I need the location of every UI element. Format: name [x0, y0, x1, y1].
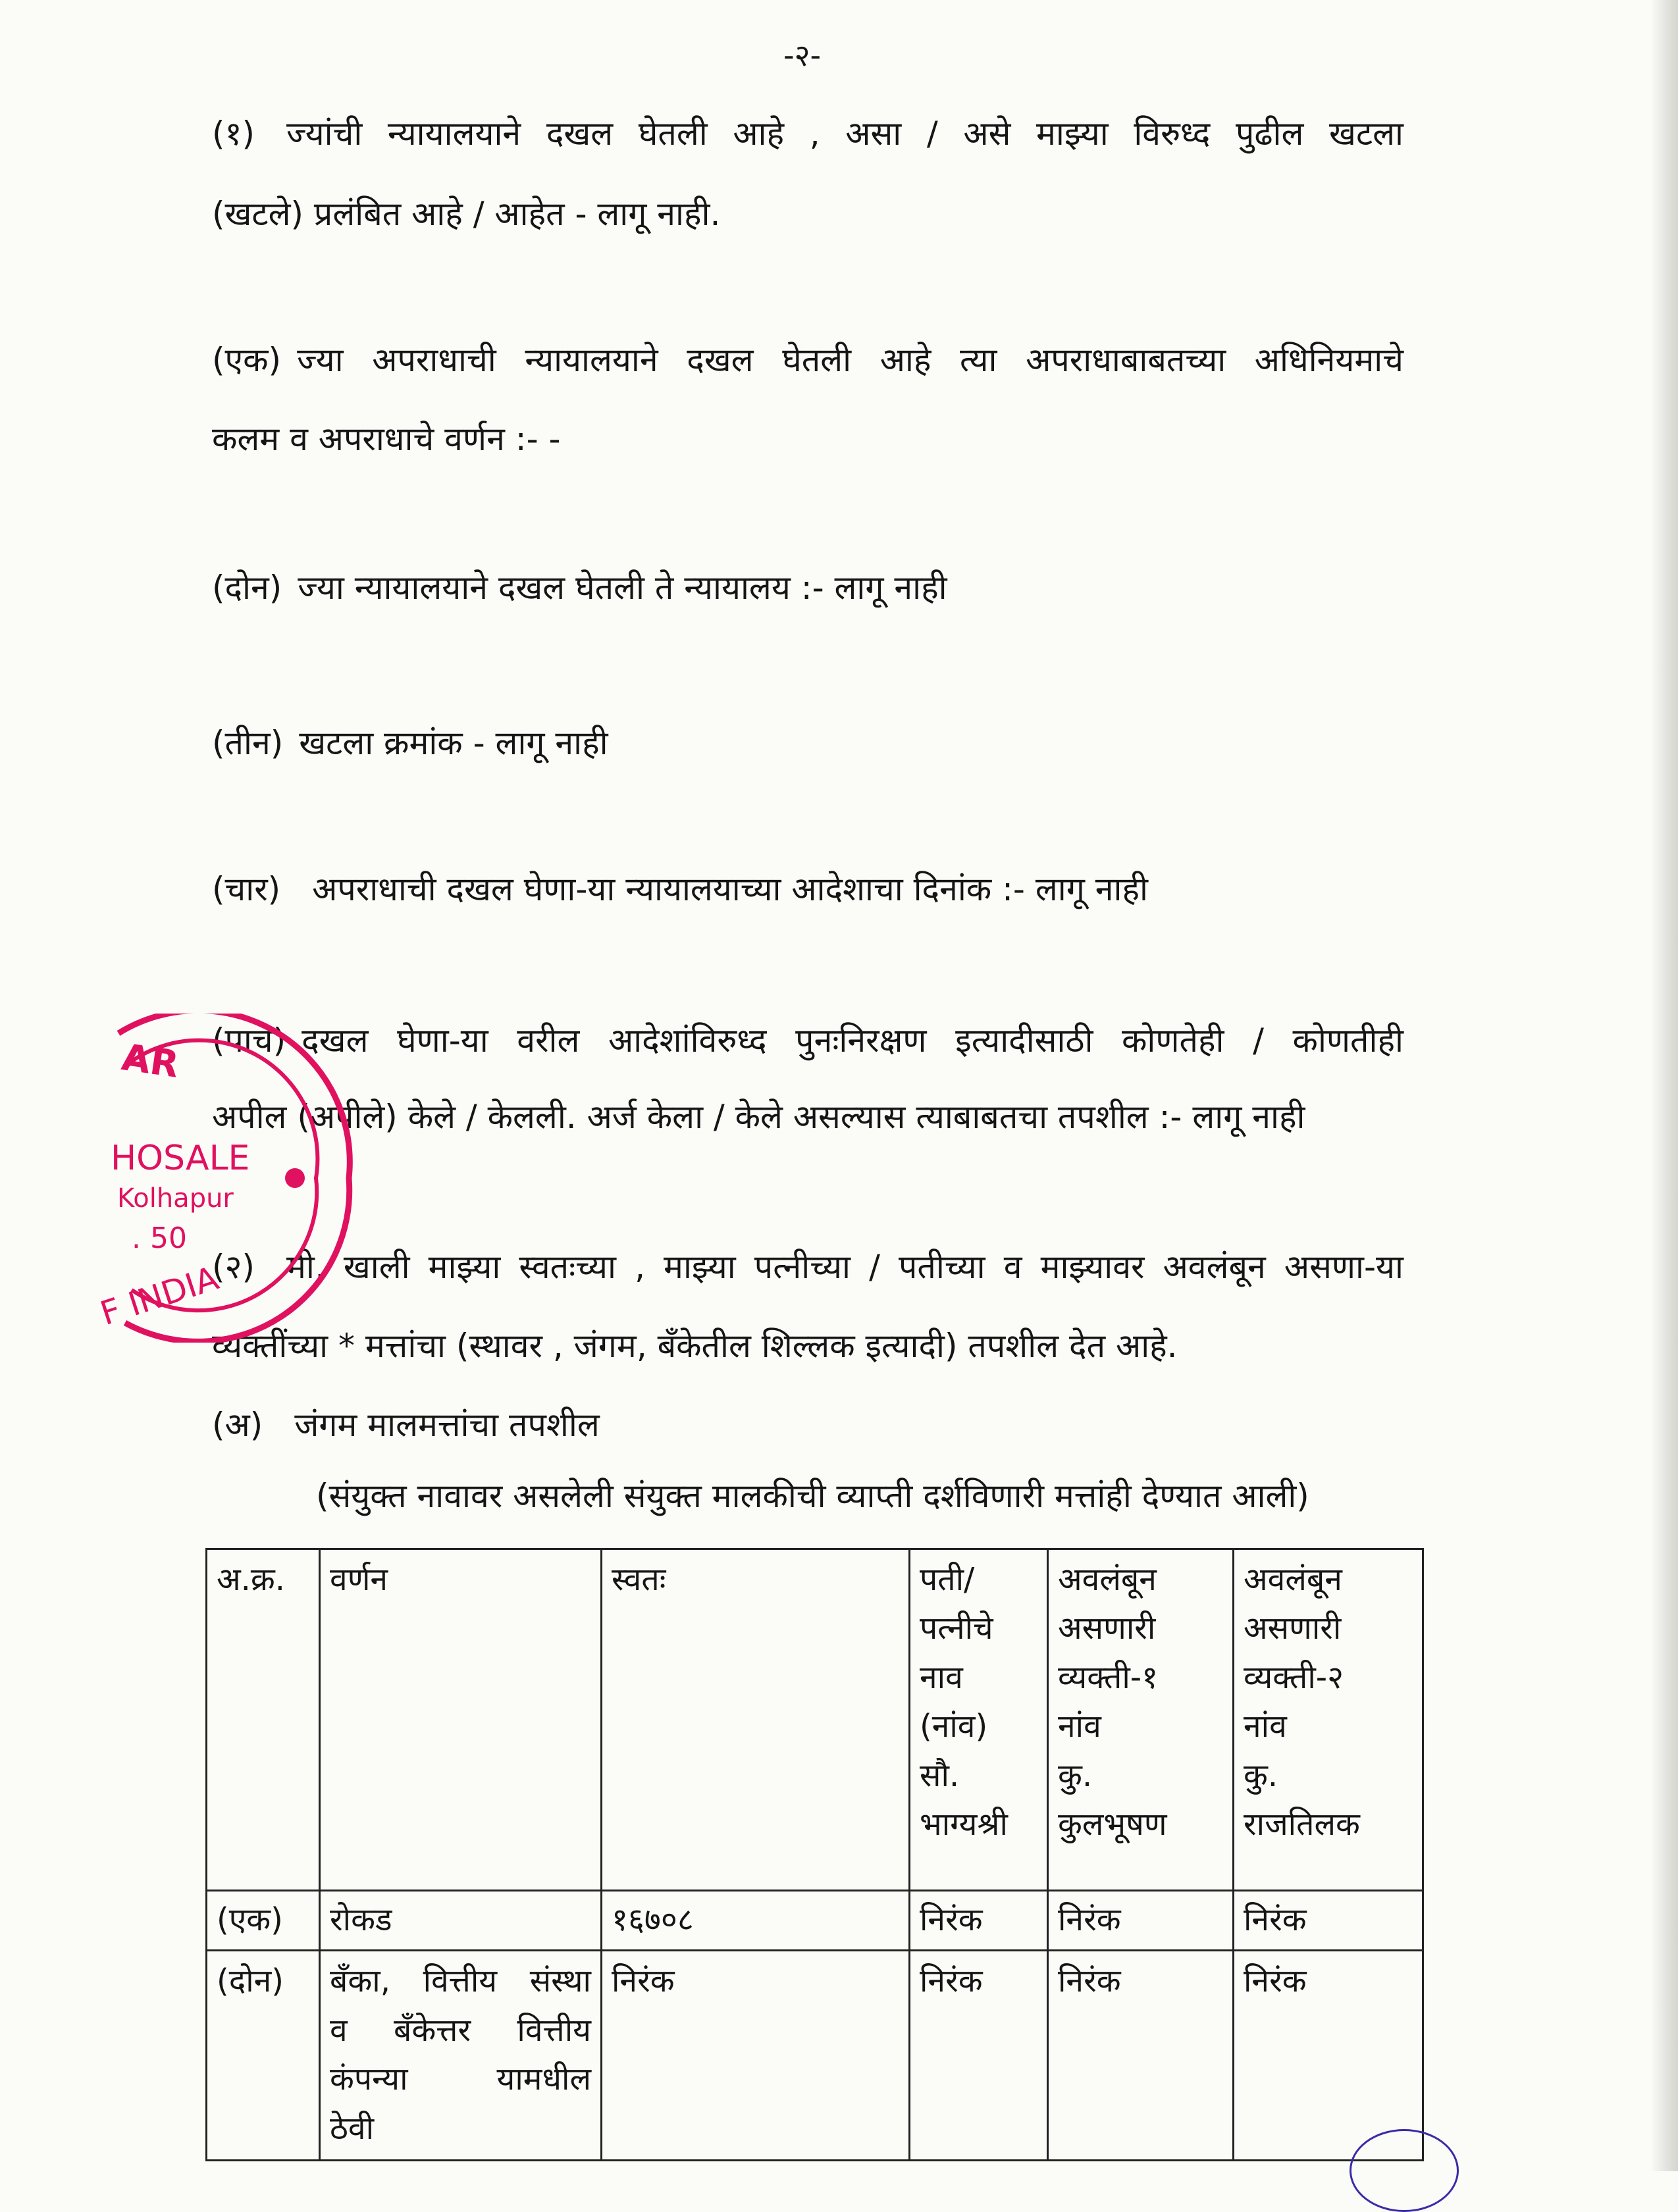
- item-1-text-1: ज्या अपराधाची न्यायालयाने दखल घेतली आहे त्या अपराधाबाबतच्या अधिनियमाचे: [297, 341, 1403, 379]
- cell-description-line: ठेवी: [330, 2109, 375, 2147]
- sub-a-heading: [212, 1406, 600, 1444]
- header-dep1-line: कु.: [1058, 1757, 1093, 1794]
- item-2-text: ज्या न्यायालयाने दखल घेतली ते न्यायालय :- लागू नाही: [298, 569, 947, 607]
- item-1-label: (एक): [212, 341, 282, 379]
- cell-self: निरंक: [602, 1951, 910, 2161]
- item-4-label: (चार): [212, 870, 281, 908]
- header-self: स्वतः: [602, 1549, 910, 1891]
- stamp-text: Kolhapur: [117, 1183, 234, 1214]
- item-4-text: अपराधाची दखल घेणा-या न्यायालयाच्या आदेशाचा दिनांक :- लागू नाही: [312, 870, 1148, 908]
- cell-description: [320, 1951, 602, 2161]
- table-row: [207, 1951, 1423, 2161]
- stamp-text: . 50: [132, 1222, 187, 1255]
- cell-sr-no: (एक): [207, 1891, 320, 1951]
- section-2-text-1: मी, खाली माझ्या स्वतःच्या , माझ्या पत्नीच्या / पतीच्या व माझ्यावर अवलंबून असणा-या: [286, 1248, 1403, 1286]
- cell-description: रोकड: [320, 1891, 602, 1951]
- cell-spouse: निरंक: [910, 1951, 1048, 2161]
- item-5-text-2: अपील (अपीले) केले / केलली. अर्ज केला / केले असल्यास त्याबाबतचा तपशील :- लागू नाही: [212, 1098, 1305, 1136]
- cell-description-line: कंपन्या यामधील: [330, 2061, 591, 2098]
- section-1-label: (१): [212, 115, 255, 153]
- sub-a-label: (अ): [212, 1406, 263, 1444]
- stamp-text: F INDIA: [95, 1258, 223, 1333]
- header-spouse-line: नाव: [920, 1659, 963, 1696]
- header-dep2-line: कु.: [1244, 1757, 1278, 1794]
- header-description: वर्णन: [320, 1549, 602, 1891]
- header-spouse-line: पती/: [920, 1561, 975, 1598]
- cell-dependent-2: निरंक: [1234, 1891, 1423, 1951]
- section-2-line-1: [212, 1248, 1403, 1286]
- section-1-text-1: ज्यांची न्यायालयाने दखल घेतली आहे , असा / असे माझ्या विरुध्द पुढील खटला: [286, 115, 1403, 153]
- item-3-label: (तीन): [212, 724, 284, 762]
- cell-description-line: व बँकेत्तर वित्तीय: [330, 2011, 591, 2049]
- cell-sr-no: (दोन): [207, 1951, 320, 2161]
- header-dep2-line: अवलंबून: [1244, 1561, 1342, 1598]
- stamp-text: AR: [118, 1036, 182, 1087]
- section-2-label: (२): [212, 1248, 255, 1286]
- rubber-stamp: [95, 1014, 362, 1343]
- ink-circle-mark: [1350, 2129, 1459, 2212]
- table-row: [207, 1891, 1423, 1951]
- header-dep2-line: व्यक्ती-२: [1244, 1659, 1344, 1696]
- header-dep1-line: व्यक्ती-१: [1058, 1659, 1159, 1696]
- header-spouse: [910, 1549, 1048, 1891]
- sub-a-title: जंगम मालमत्तांचा तपशील: [294, 1406, 600, 1444]
- header-dep1-line: नांव: [1058, 1708, 1101, 1745]
- item-5-text-1: दखल घेणा-या वरील आदेशांविरुध्द पुनःनिरक्षण इत्यादीसाठी कोणतेही / कोणतीही: [302, 1021, 1403, 1060]
- section-1-line-1: [212, 115, 1403, 153]
- header-dep2-line: असणारी: [1244, 1610, 1342, 1647]
- cell-dependent-2: निरंक: [1234, 1951, 1423, 2161]
- cell-spouse: निरंक: [910, 1891, 1048, 1951]
- item-3-text: खटला क्रमांक - लागू नाही: [299, 724, 608, 762]
- stamp-text: HOSALE: [111, 1139, 250, 1178]
- page-number: -२-: [783, 38, 822, 73]
- header-sr-no: अ.क्र.: [207, 1549, 320, 1891]
- item-2-label: (दोन): [212, 569, 282, 607]
- header-spouse-line: पत्नीचे: [920, 1610, 993, 1647]
- header-dep1-line: असणारी: [1058, 1610, 1156, 1647]
- header-spouse-line: (नांव): [920, 1708, 988, 1745]
- cell-self: १६७०८: [602, 1891, 910, 1951]
- cell-dependent-1: निरंक: [1048, 1951, 1234, 2161]
- item-1-line-1: [212, 341, 1403, 379]
- item-3: [212, 724, 608, 762]
- item-2: [212, 569, 947, 607]
- section-1-text-2: (खटले) प्रलंबित आहे / आहेत - लागू नाही.: [212, 195, 721, 233]
- movable-assets-table: [205, 1548, 1424, 2161]
- section-2-text-2: व्यक्तींच्या * मत्तांचा (स्थावर , जंगम, बँकेतील शिल्लक इत्यादी) तपशील देत आहे.: [212, 1327, 1178, 1365]
- item-5-line-1: [212, 1021, 1403, 1060]
- item-5-label: (पाच): [212, 1021, 286, 1060]
- header-dependent-1: [1048, 1549, 1234, 1891]
- header-dep1-line: कुलभूषण: [1058, 1805, 1167, 1843]
- header-dep1-line: अवलंबून: [1058, 1561, 1157, 1598]
- item-1-text-2: कलम व अपराधाचे वर्णन :- -: [212, 420, 561, 458]
- table-header-row: [207, 1549, 1423, 1891]
- cell-dependent-1: निरंक: [1048, 1891, 1234, 1951]
- sub-a-note: (संयुक्त नावावर असलेली संयुक्त मालकीची व्याप्ती दर्शविणारी मत्तांही देण्यात आली): [316, 1477, 1309, 1515]
- header-spouse-line: सौ.: [920, 1757, 960, 1794]
- header-dep2-line: नांव: [1244, 1708, 1287, 1745]
- page-edge-shadow: [1650, 0, 1678, 2171]
- header-dependent-2: [1234, 1549, 1423, 1891]
- cell-description-line: बँका, वित्तीय संस्था: [330, 1963, 591, 2000]
- header-dep2-line: राजतिलक: [1244, 1805, 1360, 1843]
- item-4: [212, 870, 1148, 908]
- header-spouse-line: भाग्यश्री: [920, 1805, 1008, 1843]
